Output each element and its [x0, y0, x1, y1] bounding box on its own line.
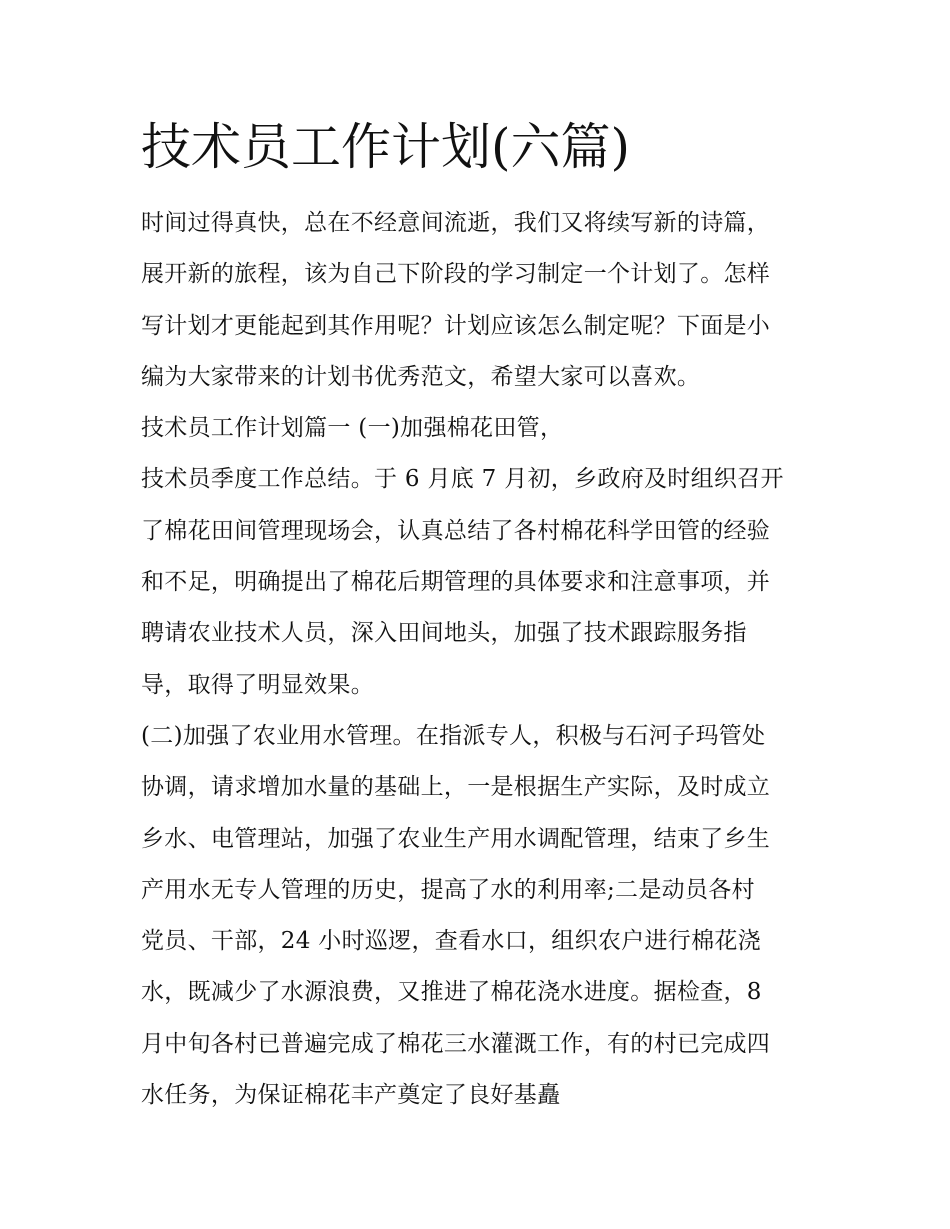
text-line: 水任务，为保证棉花丰产奠定了良好基矗 — [141, 1082, 561, 1109]
paragraph-section-heading — [141, 403, 821, 454]
text-line: 了棉花田间管理现场会，认真总结了各村棉花科学田管的经验 — [141, 517, 771, 544]
text-line: 和不足，明确提出了棉花后期管理的具体要求和注意事项，并 — [141, 569, 771, 596]
text-line: 协调，请求增加水量的基础上，一是根据生产实际，及时成立 — [141, 774, 771, 801]
paragraph-cotton-management — [141, 454, 821, 710]
text-line: (二)加强了农业用水管理。在指派专人，积极与石河子玛管处 — [141, 722, 766, 749]
text-line: 技术员工作计划篇一 (一)加强棉花田管， — [141, 415, 564, 442]
paragraph-intro — [141, 198, 821, 403]
paragraph-water-management — [141, 711, 821, 1121]
text-line: 展开新的旅程，该为自己下阶段的学习制定一个计划了。怎样 — [141, 261, 771, 288]
document-page — [141, 112, 821, 1121]
text-line: 聘请农业技术人员，深入田间地头，加强了技术跟踪服务指 — [141, 620, 747, 647]
text-line: 时间过得真快，总在不经意间流逝，我们又将续写新的诗篇， — [141, 210, 771, 236]
text-line: 党员、干部，24 小时巡逻，查看水口，组织农户进行棉花浇 — [141, 928, 761, 955]
page-title: 技术员工作计划(六篇) — [141, 118, 631, 176]
document-body — [141, 198, 821, 1121]
text-line: 月中旬各村已普遍完成了棉花三水灌溉工作，有的村已完成四 — [141, 1030, 771, 1057]
text-line: 导，取得了明显效果。 — [141, 671, 374, 698]
text-line: 编为大家带来的计划书优秀范文，希望大家可以喜欢。 — [141, 363, 701, 390]
text-line: 写计划才更能起到其作用呢？计划应该怎么制定呢？下面是小 — [141, 312, 771, 339]
text-line: 水，既减少了水源浪费，又推进了棉花浇水进度。据检查，8 — [141, 979, 762, 1006]
text-line: 产用水无专人管理的历史，提高了水的利用率;二是动员各村 — [141, 876, 755, 903]
text-line: 技术员季度工作总结。于 6 月底 7 月初，乡政府及时组织召开 — [141, 466, 784, 493]
text-line: 乡水、电管理站，加强了农业生产用水调配管理，结束了乡生 — [141, 825, 771, 852]
